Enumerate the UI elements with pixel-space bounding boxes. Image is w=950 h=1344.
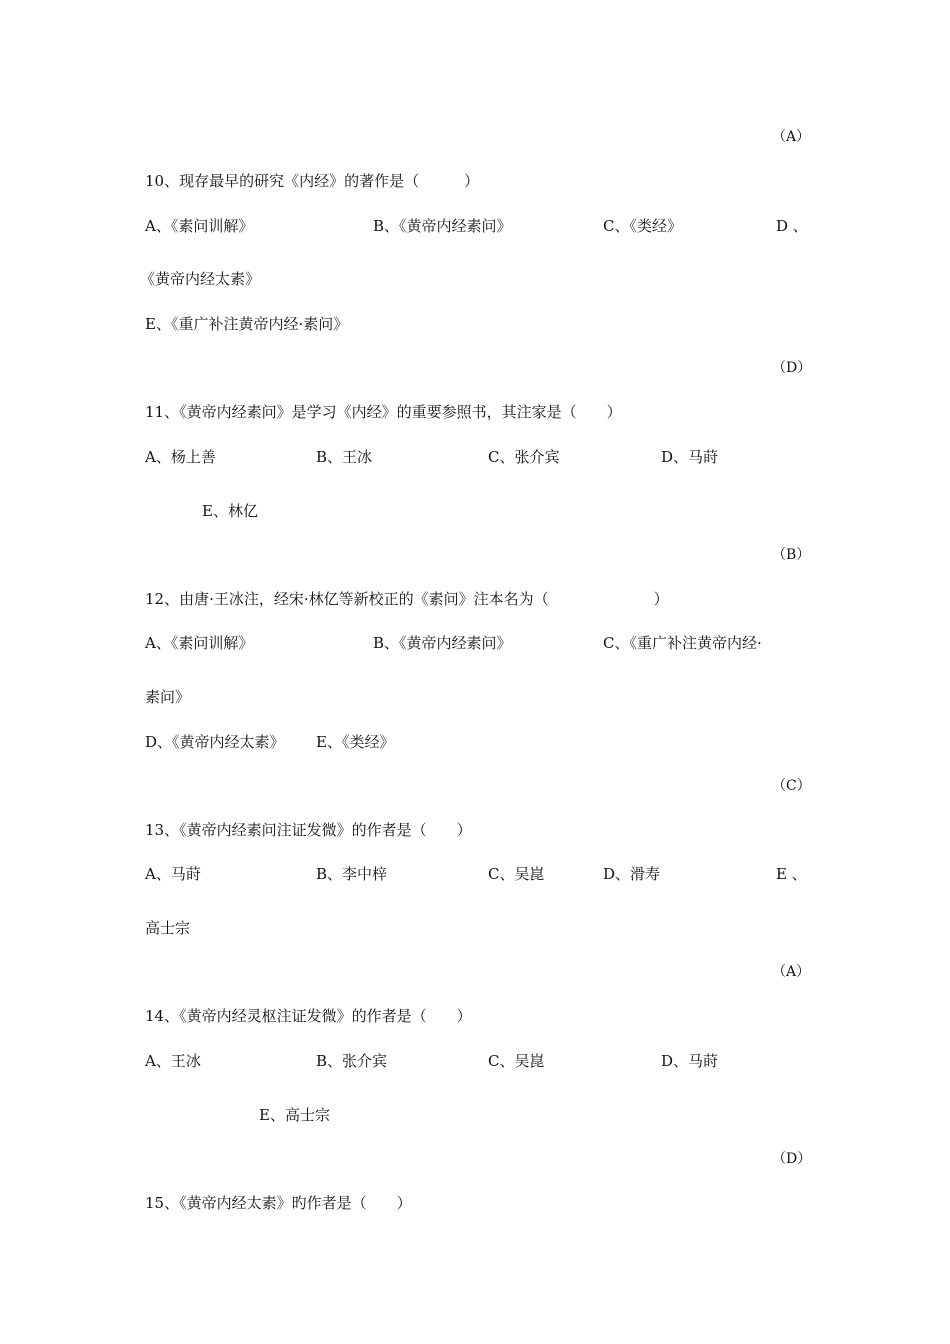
q13-option-b: B、李中梓 (316, 865, 388, 883)
answer-13: （A） (772, 964, 811, 980)
q11-option-c: C、张介宾 (488, 448, 560, 466)
q12-option-c-lead: C、《重广补注黄帝内经· (603, 634, 762, 652)
q14-option-a: A、王冰 (145, 1052, 201, 1070)
q10-option-b: B、《黄帝内经素问》 (373, 217, 512, 235)
question-13-stem: 13、《黄帝内经素问注证发微》的作者是（ ） (145, 821, 472, 839)
q13-option-c: C、吴崑 (488, 865, 545, 883)
q10-option-d-lead: D 、 (776, 217, 808, 235)
answer-14: （D） (772, 1151, 812, 1167)
question-12-stem: 12、由唐·王冰注，经宋·林亿等新校正的《素问》注本名为（ ） (145, 590, 669, 608)
q11-option-a: A、杨上善 (145, 448, 216, 466)
question-10-stem: 10、现存最早的研究《内经》的著作是（ ） (145, 172, 480, 190)
q10-option-d-cont: 《黄帝内经太素》 (140, 270, 261, 288)
q14-option-c: C、吴崑 (488, 1052, 545, 1070)
question-14-stem: 14、《黄帝内经灵枢注证发微》的作者是（ ） (145, 1007, 472, 1025)
q10-option-a: A、《素问训解》 (145, 217, 254, 235)
q13-option-a: A、马莳 (145, 865, 201, 883)
q13-option-e-lead: E 、 (776, 865, 807, 883)
question-11-stem: 11、《黄帝内经素问》是学习《内经》的重要参照书，其注家是（ ） (145, 403, 622, 421)
q12-option-c-cont: 素问》 (145, 688, 191, 706)
question-15-stem: 15、《黄帝内经太素》旳作者是（ ） (145, 1194, 412, 1212)
q11-option-e: E、林亿 (202, 502, 258, 520)
q10-option-c: C、《类经》 (603, 217, 682, 235)
q13-option-d: D、滑寿 (603, 865, 661, 883)
q11-option-b: B、王冰 (316, 448, 373, 466)
answer-prev: （A） (772, 129, 811, 145)
answer-10: （D） (772, 360, 812, 376)
q10-option-e: E、《重广补注黄帝内经·素问》 (145, 315, 349, 333)
q12-option-a: A、《素问训解》 (145, 634, 254, 652)
answer-12: （C） (772, 778, 811, 794)
answer-11: （B） (772, 547, 811, 563)
q11-option-d: D、马莳 (661, 448, 719, 466)
q14-option-b: B、张介宾 (316, 1052, 388, 1070)
q12-option-e: E、《类经》 (316, 733, 395, 751)
q14-option-e: E、高士宗 (259, 1106, 330, 1124)
q12-option-d: D、《黄帝内经太素》 (145, 733, 285, 751)
q14-option-d: D、马莳 (661, 1052, 719, 1070)
q12-option-b: B、《黄帝内经素问》 (373, 634, 512, 652)
q13-option-e-cont: 高士宗 (145, 919, 191, 937)
